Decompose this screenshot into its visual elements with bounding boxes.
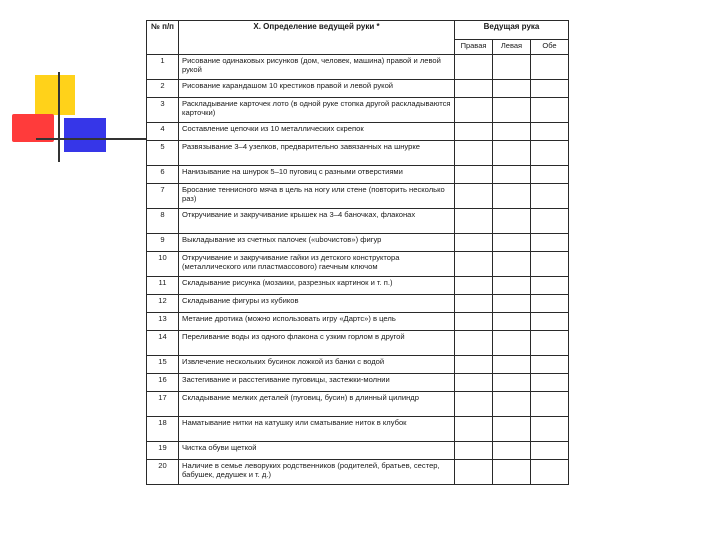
cell-both[interactable] bbox=[531, 313, 569, 331]
row-task-text: Раскладывание карточек лото (в одной руке стопка другой раскладываются карточки) bbox=[179, 98, 455, 123]
cell-left[interactable] bbox=[493, 166, 531, 184]
cell-right[interactable] bbox=[455, 98, 493, 123]
cell-left[interactable] bbox=[493, 80, 531, 98]
cell-both[interactable] bbox=[531, 356, 569, 374]
row-number: 12 bbox=[147, 295, 179, 313]
table-title: X. Определение ведущей руки * bbox=[179, 21, 455, 55]
cell-both[interactable] bbox=[531, 252, 569, 277]
cell-right[interactable] bbox=[455, 417, 493, 442]
cell-right[interactable] bbox=[455, 234, 493, 252]
row-number: 17 bbox=[147, 392, 179, 417]
row-task-text: Нанизывание на шнурок 5–10 пуговиц с разными отверстиями bbox=[179, 166, 455, 184]
row-task-text: Складывание рисунка (мозаики, разрезных картинок и т. п.) bbox=[179, 277, 455, 295]
cell-both[interactable] bbox=[531, 417, 569, 442]
cell-left[interactable] bbox=[493, 252, 531, 277]
cell-left[interactable] bbox=[493, 313, 531, 331]
cell-both[interactable] bbox=[531, 184, 569, 209]
cell-right[interactable] bbox=[455, 141, 493, 166]
table-row bbox=[147, 331, 569, 356]
table-body bbox=[147, 55, 569, 485]
row-number: 6 bbox=[147, 166, 179, 184]
cell-left[interactable] bbox=[493, 460, 531, 485]
cell-both[interactable] bbox=[531, 277, 569, 295]
row-number: 16 bbox=[147, 374, 179, 392]
row-task-text: Чистка обуви щеткой bbox=[179, 442, 455, 460]
col-right-header: Правая bbox=[455, 40, 493, 55]
table-row bbox=[147, 374, 569, 392]
col-both-header: Обе bbox=[531, 40, 569, 55]
row-task-text: Переливание воды из одного флакона с узким горлом в другой bbox=[179, 331, 455, 356]
cell-right[interactable] bbox=[455, 374, 493, 392]
row-number: 9 bbox=[147, 234, 179, 252]
cell-left[interactable] bbox=[493, 98, 531, 123]
cell-right[interactable] bbox=[455, 295, 493, 313]
row-task-text: Бросание теннисного мяча в цель на ногу или стене (повторить несколько раз) bbox=[179, 184, 455, 209]
row-number: 4 bbox=[147, 123, 179, 141]
table-row bbox=[147, 166, 569, 184]
cell-left[interactable] bbox=[493, 184, 531, 209]
cell-left[interactable] bbox=[493, 277, 531, 295]
table-row bbox=[147, 313, 569, 331]
cell-both[interactable] bbox=[531, 80, 569, 98]
cell-right[interactable] bbox=[455, 392, 493, 417]
row-number: 1 bbox=[147, 55, 179, 80]
cell-both[interactable] bbox=[531, 55, 569, 80]
col-left-header: Левая bbox=[493, 40, 531, 55]
row-number: 18 bbox=[147, 417, 179, 442]
row-task-text: Рисование карандашом 10 крестиков правой и левой рукой bbox=[179, 80, 455, 98]
table-row bbox=[147, 356, 569, 374]
row-number: 8 bbox=[147, 209, 179, 234]
decor-yellow-square bbox=[35, 75, 75, 115]
table-row bbox=[147, 123, 569, 141]
row-number: 2 bbox=[147, 80, 179, 98]
table-row bbox=[147, 55, 569, 80]
cell-both[interactable] bbox=[531, 392, 569, 417]
row-task-text: Складывание фигуры из кубиков bbox=[179, 295, 455, 313]
cell-right[interactable] bbox=[455, 331, 493, 356]
row-task-text: Метание дротика (можно использовать игру «Дартс») в цель bbox=[179, 313, 455, 331]
table-row bbox=[147, 141, 569, 166]
cell-both[interactable] bbox=[531, 98, 569, 123]
cell-right[interactable] bbox=[455, 252, 493, 277]
row-number: 20 bbox=[147, 460, 179, 485]
cell-left[interactable] bbox=[493, 442, 531, 460]
cell-left[interactable] bbox=[493, 331, 531, 356]
table-row bbox=[147, 277, 569, 295]
cell-right[interactable] bbox=[455, 123, 493, 141]
decor-vertical-line bbox=[58, 72, 60, 162]
row-task-text: Наличие в семье леворуких родственников (родителей, братьев, сестер, бабушек, дедушек и т. д.) bbox=[179, 460, 455, 485]
cell-both[interactable] bbox=[531, 331, 569, 356]
row-task-text: Застегивание и расстегивание пуговицы, застежки-молнии bbox=[179, 374, 455, 392]
row-task-text: Извлечение нескольких бусинок ложкой из банки с водой bbox=[179, 356, 455, 374]
cell-right[interactable] bbox=[455, 460, 493, 485]
cell-left[interactable] bbox=[493, 209, 531, 234]
col-number-header: № п/п bbox=[147, 21, 179, 55]
row-number: 15 bbox=[147, 356, 179, 374]
cell-both[interactable] bbox=[531, 141, 569, 166]
handedness-table bbox=[146, 20, 569, 485]
row-task-text: Откручивание и закручивание крышек на 3–4 баночках, флаконах bbox=[179, 209, 455, 234]
cell-right[interactable] bbox=[455, 313, 493, 331]
cell-right[interactable] bbox=[455, 277, 493, 295]
cell-left[interactable] bbox=[493, 356, 531, 374]
table-row bbox=[147, 184, 569, 209]
row-task-text: Откручивание и закручивание гайки из детского конструктора (металлического или пластмассового) гаечным ключом bbox=[179, 252, 455, 277]
cell-right[interactable] bbox=[455, 356, 493, 374]
cell-both[interactable] bbox=[531, 209, 569, 234]
table-row bbox=[147, 209, 569, 234]
table-row bbox=[147, 234, 569, 252]
cell-left[interactable] bbox=[493, 392, 531, 417]
cell-both[interactable] bbox=[531, 442, 569, 460]
cell-left[interactable] bbox=[493, 417, 531, 442]
table-row bbox=[147, 295, 569, 313]
cell-both[interactable] bbox=[531, 234, 569, 252]
cell-right[interactable] bbox=[455, 442, 493, 460]
row-number: 13 bbox=[147, 313, 179, 331]
row-task-text: Рисование одинаковых рисунков (дом, человек, машина) правой и левой рукой bbox=[179, 55, 455, 80]
row-number: 10 bbox=[147, 252, 179, 277]
table-row bbox=[147, 417, 569, 442]
cell-left[interactable] bbox=[493, 55, 531, 80]
row-number: 3 bbox=[147, 98, 179, 123]
cell-both[interactable] bbox=[531, 374, 569, 392]
cell-right[interactable] bbox=[455, 80, 493, 98]
row-task-text: Складывание мелких деталей (пуговиц, бусин) в длинный цилиндр bbox=[179, 392, 455, 417]
row-number: 5 bbox=[147, 141, 179, 166]
row-task-text: Развязывание 3–4 узелков, предварительно завязанных на шнурке bbox=[179, 141, 455, 166]
cell-right[interactable] bbox=[455, 55, 493, 80]
cell-right[interactable] bbox=[455, 166, 493, 184]
cell-right[interactable] bbox=[455, 209, 493, 234]
cell-both[interactable] bbox=[531, 123, 569, 141]
row-task-text: Составление цепочки из 10 металлических скрепок bbox=[179, 123, 455, 141]
cell-both[interactable] bbox=[531, 166, 569, 184]
table-row bbox=[147, 442, 569, 460]
cell-right[interactable] bbox=[455, 184, 493, 209]
table-row bbox=[147, 98, 569, 123]
cell-left[interactable] bbox=[493, 295, 531, 313]
table-row bbox=[147, 252, 569, 277]
cell-left[interactable] bbox=[493, 374, 531, 392]
leading-hand-header: Ведущая рука bbox=[455, 21, 569, 40]
row-number: 14 bbox=[147, 331, 179, 356]
row-number: 7 bbox=[147, 184, 179, 209]
decor-horizontal-line bbox=[36, 138, 146, 140]
row-task-text: Выкладывание из счетных палочек («ubочистов») фигур bbox=[179, 234, 455, 252]
row-task-text: Наматывание нитки на катушку или сматывание ниток в клубок bbox=[179, 417, 455, 442]
row-number: 11 bbox=[147, 277, 179, 295]
cell-left[interactable] bbox=[493, 234, 531, 252]
decor-blue-square bbox=[64, 118, 106, 152]
cell-left[interactable] bbox=[493, 141, 531, 166]
table-row bbox=[147, 460, 569, 485]
cell-left[interactable] bbox=[493, 123, 531, 141]
row-number: 19 bbox=[147, 442, 179, 460]
table-row bbox=[147, 80, 569, 98]
table-row bbox=[147, 392, 569, 417]
cell-both[interactable] bbox=[531, 460, 569, 485]
cell-both[interactable] bbox=[531, 295, 569, 313]
